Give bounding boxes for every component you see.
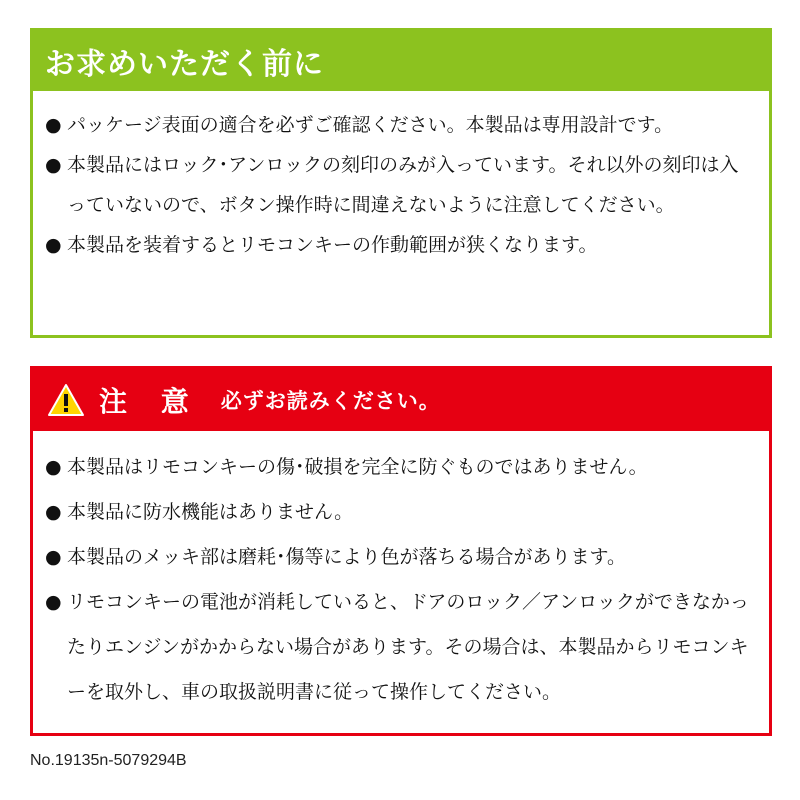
list-item: ● 本製品のメッキ部は磨耗･傷等により色が落ちる場合があります。 xyxy=(33,535,769,580)
warning-triangle-icon xyxy=(47,383,85,417)
list-item: ● リモコンキーの電池が消耗していると、ドアのロック／アンロックができなかったりエンジンがかからない場合があります。その場合は、本製品からリモコンキーを取外し、車の取扱説明書に従って操作してください。 xyxy=(33,580,769,715)
before-purchase-header xyxy=(33,31,769,91)
before-purchase-title: お求めいただく前に xyxy=(45,47,324,82)
bullet: ● xyxy=(45,591,62,613)
list-item: ● 本製品はリモコンキーの傷･破損を完全に防ぐものではありません。 xyxy=(33,445,769,490)
caution-section xyxy=(30,366,772,736)
list-item: ● パッケージ表面の適合を必ずご確認ください。本製品は専用設計です。 xyxy=(33,105,769,145)
bullet: ● xyxy=(45,501,62,523)
list-item: ● 本製品にはロック･アンロックの刻印のみが入っています。それ以外の刻印は入っていないので、ボタン操作時に間違えないように注意してください。 xyxy=(33,145,769,225)
list-item: ● 本製品に防水機能はありません。 xyxy=(33,490,769,535)
before-purchase-list xyxy=(33,105,769,265)
bullet: ● xyxy=(45,154,62,176)
bullet: ● xyxy=(45,234,62,256)
caution-subtitle: 必ずお読みください。 xyxy=(220,389,441,413)
document-number: No.19135n-5079294B xyxy=(30,752,187,769)
bullet: ● xyxy=(45,456,62,478)
bullet: ● xyxy=(45,114,62,136)
caution-title: 注 意 xyxy=(99,385,201,418)
caution-header xyxy=(33,369,769,431)
list-item: ● 本製品を装着するとリモコンキーの作動範囲が狭くなります。 xyxy=(33,225,769,265)
caution-list xyxy=(33,445,769,715)
bullet: ● xyxy=(45,546,62,568)
before-purchase-section xyxy=(30,28,772,338)
